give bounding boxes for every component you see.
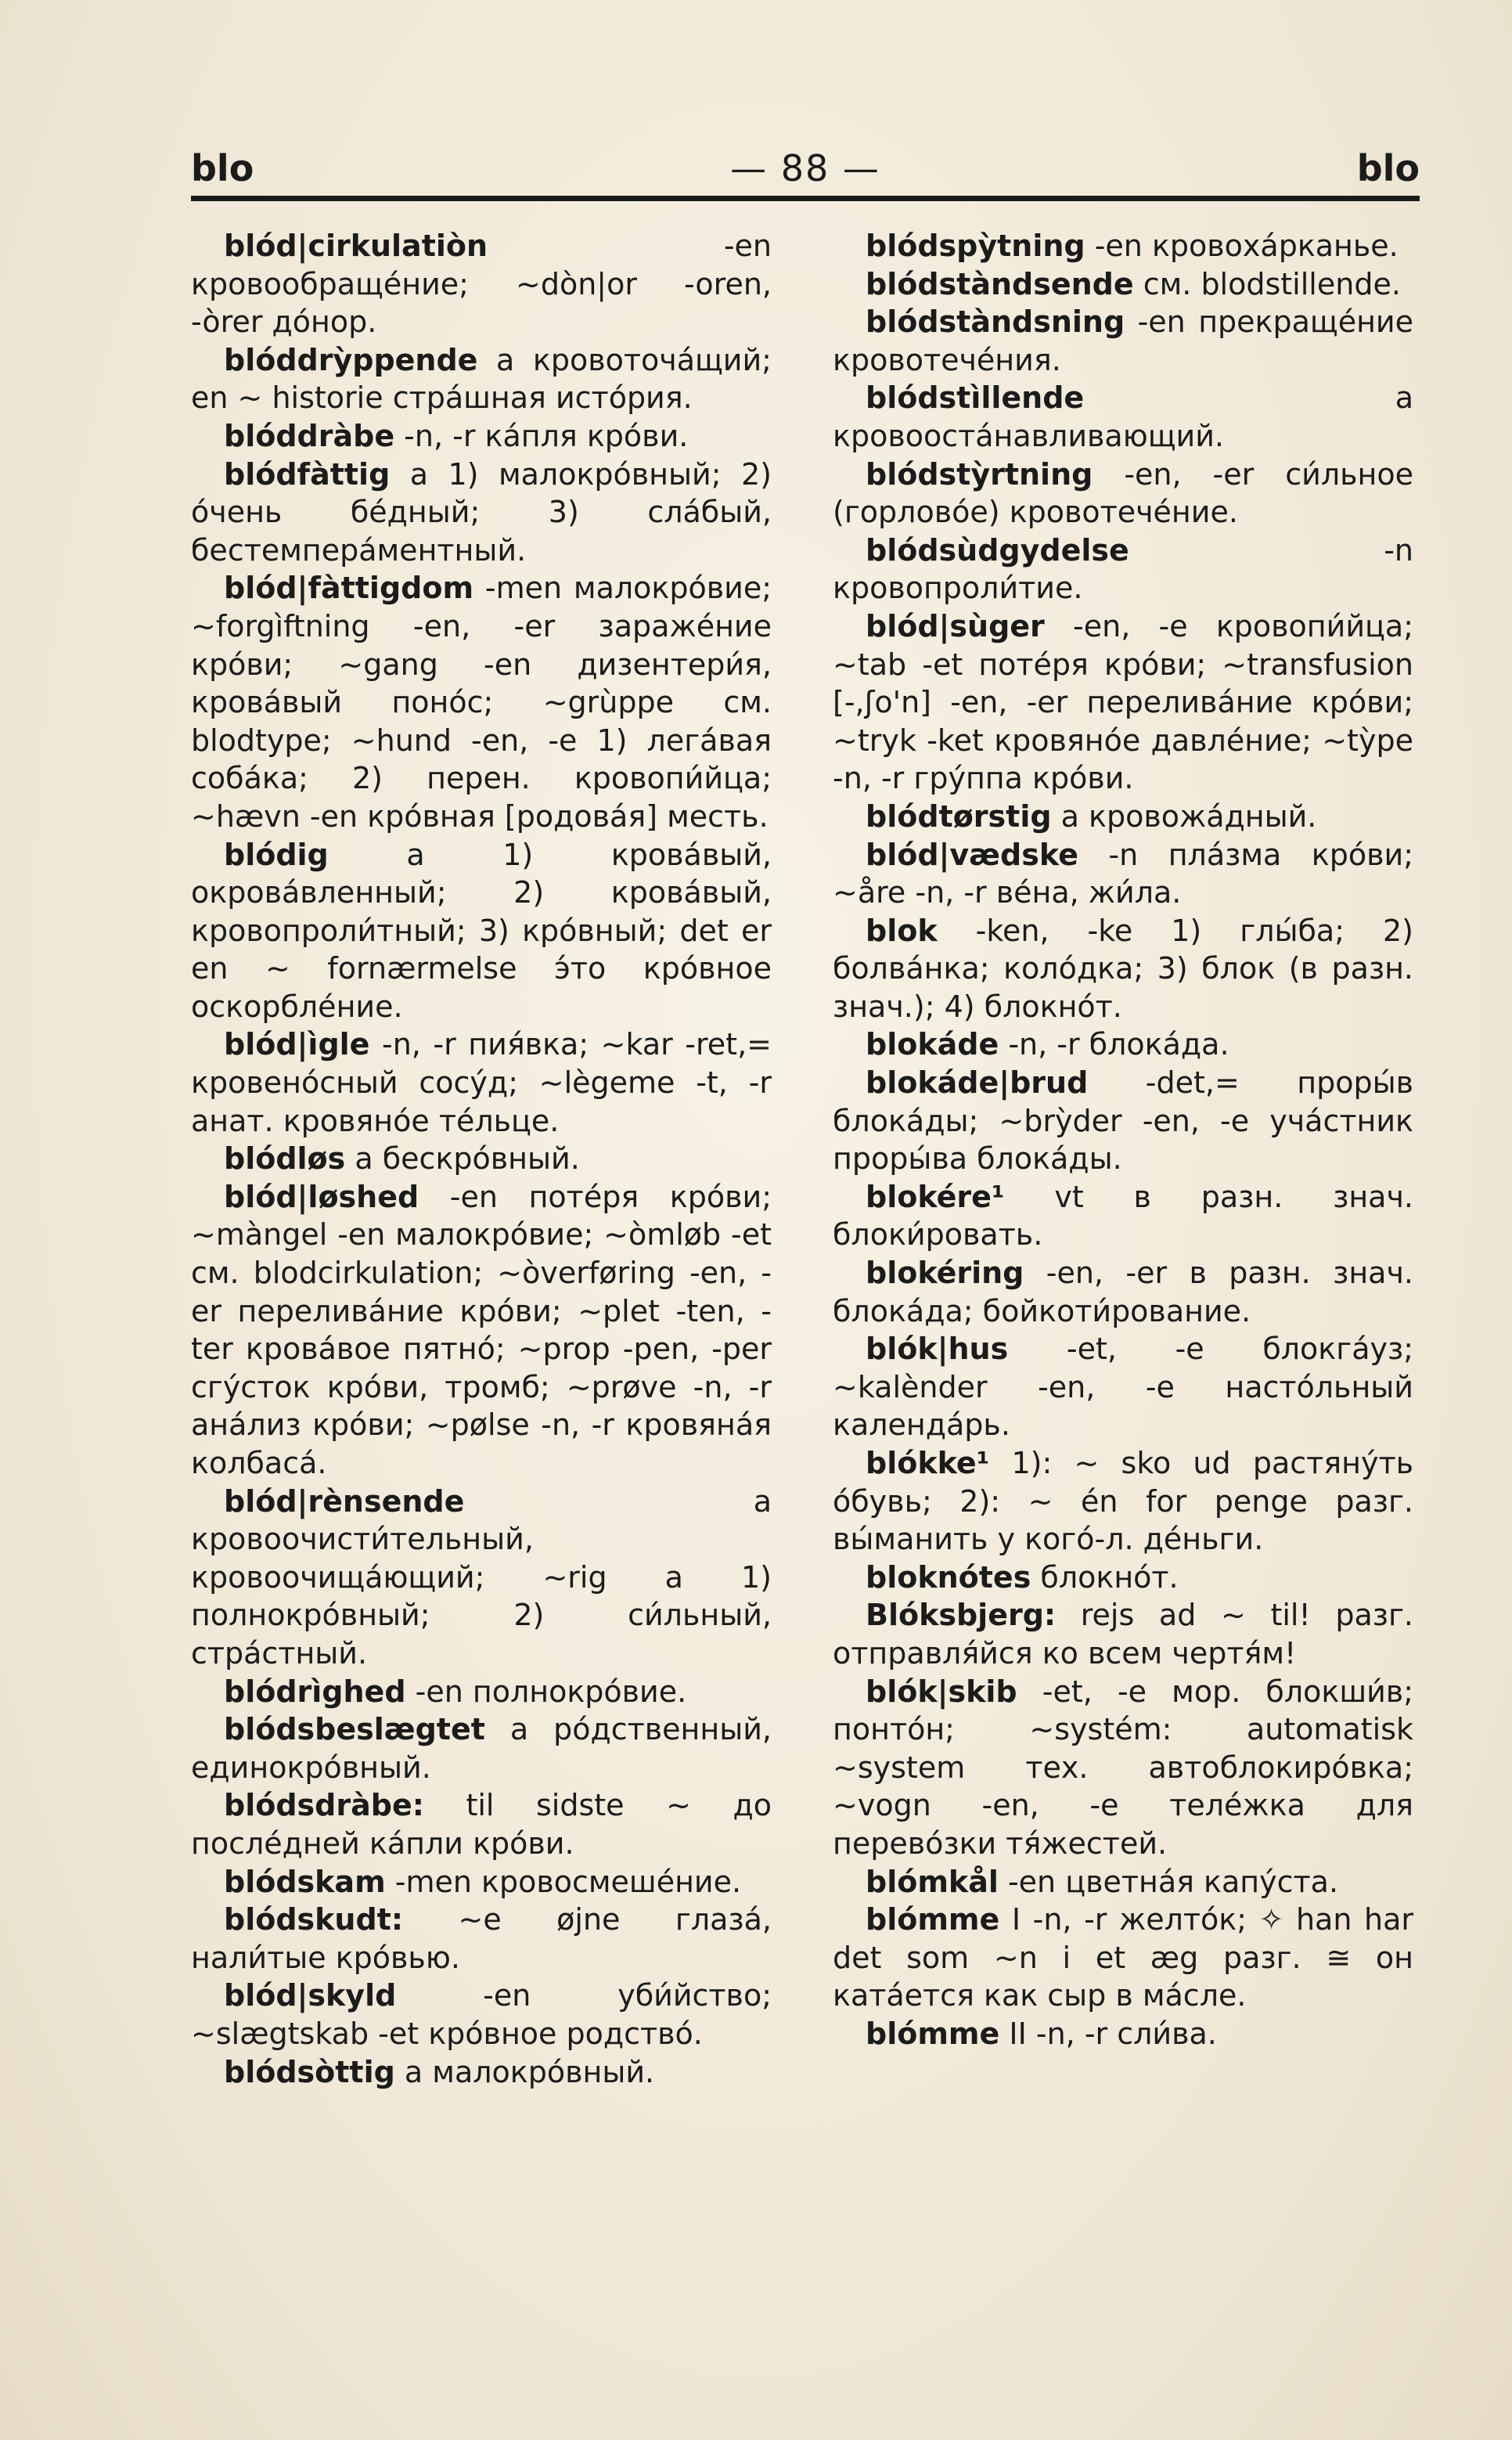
entry-definition: -en, -er си́льное (горлово́е) кровотече́ние. <box>833 456 1413 530</box>
dictionary-entry <box>833 456 1413 532</box>
entry-headword: blómkål <box>866 1864 999 1899</box>
dictionary-entry <box>833 379 1413 455</box>
entry-headword: blód|rènsende <box>224 1483 465 1519</box>
entry-definition: a кровоточа́щий; en ~ historie стра́шная исто́рия. <box>191 342 772 416</box>
entry-headword: bloknótes <box>866 1559 1031 1595</box>
entry-definition: см. blodstillende. <box>1133 266 1401 301</box>
dictionary-entry <box>833 2015 1413 2053</box>
dictionary-entry <box>833 1178 1413 1254</box>
entry-definition: -n кровопроли́тие. <box>833 532 1413 606</box>
entry-definition: a кровоочисти́тельный, кровоочища́ющий; ~rig a 1) полнокро́вный; 2) си́льный, стра́стный. <box>191 1483 772 1671</box>
entry-definition: ~e øjne глаза́, нали́тые кро́вью. <box>191 1902 772 1975</box>
entry-headword: blódsòttig <box>224 2054 395 2089</box>
entry-headword: blód|fàttigdom <box>224 571 474 606</box>
dictionary-entry <box>833 1064 1413 1178</box>
header-rule <box>191 196 1420 201</box>
dictionary-entry <box>833 1254 1413 1330</box>
dictionary-entry <box>833 1444 1413 1559</box>
entry-definition: -en, -e кровопи́йца; ~tab -et поте́ря кро́ви; ~transfusion [-,ʃo'n] -en, -er перелива́ние кро́ви; ~tryk -ket кровяно́е давле́ние; ~tỳpe -n, -r гру́ппа кро́ви. <box>833 608 1413 796</box>
entry-headword: Blóksbjerg: <box>866 1598 1057 1633</box>
entry-headword: blók|skib <box>866 1674 1017 1709</box>
entry-definition: -en полнокро́вие. <box>405 1674 687 1709</box>
entry-definition: -n, -r ка́пля кро́ви. <box>394 418 689 453</box>
dictionary-entry <box>833 912 1413 1026</box>
page-header <box>191 145 1420 200</box>
entry-headword: blódsùdgydelse <box>866 532 1129 568</box>
dictionary-entry <box>191 2053 772 2092</box>
dictionary-entry <box>833 836 1413 912</box>
dictionary-entry <box>833 265 1413 304</box>
dictionary-entry <box>191 1025 772 1140</box>
dictionary-entry <box>191 341 772 417</box>
entry-definition: -en цветна́я капу́ста. <box>998 1864 1339 1899</box>
entry-headword: blómme <box>866 2016 1000 2051</box>
dictionary-entry <box>833 607 1413 798</box>
dictionary-entry <box>833 1673 1413 1863</box>
entry-definition: -n, -r пия́вка; ~kar -ret,= кровено́сный сосу́д; ~lègeme -t, -r анат. кровяно́е те́льце. <box>191 1027 772 1138</box>
dictionary-entry <box>191 569 772 835</box>
entry-headword: blókke¹ <box>866 1446 990 1480</box>
dictionary-entry <box>191 227 772 341</box>
entry-definition: a кровооста́навливающий. <box>833 380 1413 453</box>
entry-definition: vt в разн. знач. блоки́ровать. <box>833 1179 1413 1252</box>
dictionary-entry <box>833 1330 1413 1444</box>
dictionary-entry <box>833 1863 1413 1901</box>
dictionary-entry <box>191 417 772 456</box>
left-column <box>191 227 772 2091</box>
entry-headword: blódfàttig <box>224 456 391 492</box>
entry-headword: blódstàndsende <box>866 266 1134 301</box>
entry-headword: blokéring <box>866 1256 1024 1291</box>
entry-headword: blódskudt: <box>224 1902 404 1937</box>
entry-headword: blómme <box>866 1902 1000 1937</box>
dictionary-entry <box>191 1901 772 1977</box>
entry-definition: блокно́т. <box>1031 1559 1179 1595</box>
entry-headword: blódsbeslægtet <box>224 1712 485 1747</box>
entry-headword: blód|ìgle <box>224 1027 370 1062</box>
entry-definition: -det,= проры́в блока́ды; ~brỳder -en, -e уча́стник проры́ва блока́ды. <box>833 1065 1413 1177</box>
entry-headword: blód|løshed <box>224 1179 419 1214</box>
entry-definition: -n, -r блока́да. <box>999 1027 1229 1062</box>
entry-headword: blódig <box>224 837 329 872</box>
entry-headword: blódskam <box>224 1864 386 1899</box>
entry-definition: -ken, -ke 1) глы́ба; 2) болва́нка; коло́дка; 3) блок (в разн. знач.); 4) блокно́т. <box>833 913 1413 1024</box>
dictionary-entry <box>191 456 772 570</box>
dictionary-entry <box>191 1977 772 2053</box>
entry-definition: a ро́дственный, единокро́вный. <box>191 1712 772 1785</box>
dictionary-entry <box>833 1901 1413 2015</box>
entry-definition: a 1) малокро́вный; 2) о́чень бе́дный; 3) сла́бый, бестемпера́ментный. <box>191 456 772 568</box>
right-column <box>833 227 1413 2053</box>
entry-headword: blokáde|brud <box>866 1065 1089 1101</box>
entry-headword: blódløs <box>224 1141 346 1177</box>
entry-definition: -en кровообраще́ние; ~dòn|or -oren, -òrer до́нор. <box>191 229 772 340</box>
entry-definition: til sidste ~ до после́дней ка́пли кро́ви. <box>191 1788 772 1861</box>
entry-definition: 1): ~ sko ud растяну́ть о́бувь; 2): ~ én for penge разг. вы́манить у кого́-л. де́ньги. <box>833 1446 1413 1557</box>
entry-definition: -et, -e мор. блокши́в; понто́н; ~systém: automatisk ~system тех. автоблокиро́вка; ~vogn -en, -e теле́жка для перево́зки тя́жестей. <box>833 1674 1413 1861</box>
entry-definition: -men кровосмеше́ние. <box>385 1864 742 1899</box>
page-number: — 88 — <box>730 147 880 189</box>
entry-headword: blódrìghed <box>224 1674 406 1709</box>
dictionary-entry <box>191 836 772 1026</box>
entry-headword: blód|sùger <box>866 608 1045 643</box>
entry-headword: blódstìllende <box>866 380 1085 416</box>
entry-definition: -n пла́зма кро́ви; ~åre -n, -r ве́на, жи́ла. <box>833 837 1413 910</box>
guide-word-left: blo <box>191 147 254 189</box>
entry-headword: blódtørstig <box>866 798 1052 834</box>
entry-definition: a малокро́вный. <box>394 2054 655 2089</box>
entry-definition: a кровожа́дный. <box>1051 798 1317 834</box>
entry-definition: -en прекраще́ние кровотече́ния. <box>833 305 1413 377</box>
entry-definition: -en поте́ря кро́ви; ~màngel -en малокро́вие; ~òmløb -et см. blodcirkulation; ~òverføring -en, -er перелива́ние кро́ви; ~plet -ten, -ter крова́вое пятно́; ~prop -pen, -per сгу́сток кро́ви, тромб; ~prøve -n, -r ана́лиз кро́ви; ~pølse -n, -r кровяна́я колбаса́. <box>191 1179 772 1480</box>
entry-headword: blódstàndsning <box>866 305 1125 340</box>
dictionary-entry <box>833 1025 1413 1064</box>
dictionary-entry <box>191 1863 772 1901</box>
entry-headword: blok <box>866 913 938 948</box>
entry-headword: blokére¹ <box>866 1179 1005 1214</box>
entry-definition: rejs ad ~ til! разг. отправля́йся ко всем чертя́м! <box>833 1598 1413 1671</box>
dictionary-entry <box>833 1559 1413 1597</box>
dictionary-entry <box>833 227 1413 265</box>
entry-definition: -en кровоха́рканье. <box>1085 229 1399 263</box>
entry-definition: -men малокро́вие; ~forgìftning -en, -er зараже́ние кро́ви; ~gang -en дизентери́я, крова́вый поно́с; ~grùppe см. blodtype; ~hund -en, -e 1) лега́вая соба́ка; 2) перен. кровопи́йца; ~hævn -en кро́вная [родова́я] месть. <box>191 571 772 834</box>
entry-headword: blóddrỳppende <box>224 342 478 377</box>
entry-headword: blód|skyld <box>224 1978 397 2013</box>
entry-headword: blódsdràbe: <box>224 1788 424 1823</box>
entry-headword: blódstỳrtning <box>866 456 1093 492</box>
entry-definition: a 1) крова́вый, окрова́вленный; 2) крова́вый, кровопроли́тный; 3) кро́вный; det er en ~ fornærmelse э́то кро́вное оскорбле́ние. <box>191 837 772 1024</box>
entry-definition: II -n, -r сли́ва. <box>999 2016 1217 2051</box>
guide-word-right: blo <box>1356 147 1420 189</box>
dictionary-entry <box>191 1786 772 1862</box>
dictionary-entry <box>191 1140 772 1178</box>
entry-definition: a бескро́вный. <box>345 1141 580 1177</box>
dictionary-entry <box>191 1673 772 1711</box>
dictionary-entry <box>833 1596 1413 1672</box>
entry-headword: blódspỳtning <box>866 229 1085 263</box>
entry-headword: blód|cirkulatiòn <box>224 229 488 263</box>
entry-headword: blód|vædske <box>866 837 1078 872</box>
entry-definition: -en уби́йство; ~slægtskab -et кро́вное родство́. <box>191 1978 772 2051</box>
dictionary-entry <box>833 798 1413 836</box>
entry-headword: blóddràbe <box>224 418 395 453</box>
entry-definition: -et, -e блокга́уз; ~kalènder -en, -e насто́льный календа́рь. <box>833 1332 1413 1443</box>
dictionary-entry <box>191 1710 772 1786</box>
dictionary-entry <box>833 303 1413 379</box>
dictionary-entry <box>191 1178 772 1483</box>
dictionary-entry <box>191 1483 772 1673</box>
entry-definition: I -n, -r желто́к; ✧ han har det som ~n i et æg разг. ≅ он ката́ется как сыр в ма́сле. <box>833 1902 1413 2013</box>
dictionary-entry <box>833 532 1413 607</box>
entry-headword: blokáde <box>866 1027 999 1062</box>
entry-headword: blók|hus <box>866 1332 1009 1367</box>
entry-definition: -en, -er в разн. знач. блока́да; бойкоти́рование. <box>833 1256 1413 1328</box>
